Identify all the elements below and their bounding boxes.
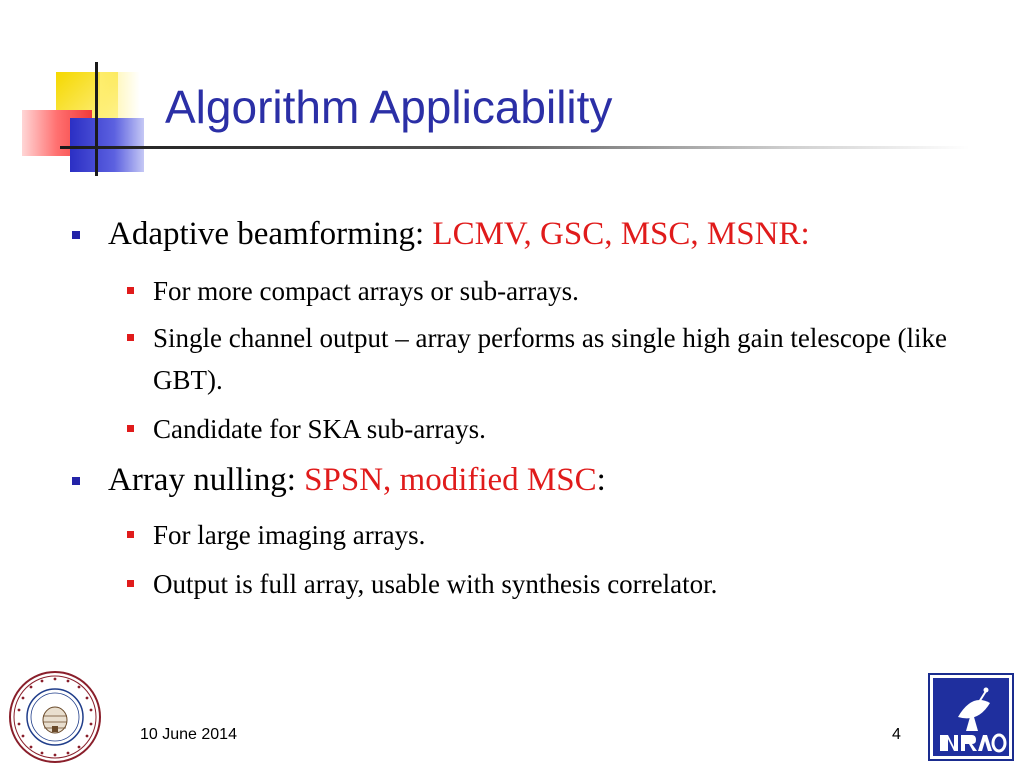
title-decoration-line: [95, 62, 98, 176]
bullet-adaptive-beamforming: [108, 216, 810, 253]
sub-bullet-text: Single channel output – array performs as single high gain telescope (like GBT).: [153, 323, 948, 395]
bullet-highlight: SPSN, modified MSC: [304, 462, 597, 498]
footer-date: 10 June 2014: [140, 726, 237, 743]
bullet-array-nulling: [108, 462, 606, 499]
bullet-trail: :: [596, 462, 606, 498]
bullet-square-icon: [72, 231, 80, 239]
nrao-logo: [928, 673, 1014, 761]
slide-title: Algorithm Applicability: [165, 81, 613, 133]
sub-bullet-text: Output is full array, usable with synthesis correlator.: [153, 569, 718, 599]
sub-bullet-text: Candidate for SKA sub-arrays.: [153, 414, 486, 444]
title-underline: [60, 146, 970, 149]
sub-bullet-square-icon: [127, 580, 134, 587]
bullet-lead: Adaptive beamforming:: [108, 216, 433, 252]
sub-bullet-text: For large imaging arrays.: [153, 520, 426, 550]
university-seal-logo: [8, 670, 102, 764]
bullet-square-icon: [72, 477, 80, 485]
sub-bullet-square-icon: [127, 531, 134, 538]
bullet-lead: Array nulling:: [108, 462, 305, 498]
sub-bullet: [153, 514, 973, 556]
sub-bullet: [153, 317, 973, 401]
sub-bullet: [153, 408, 973, 450]
page-number: 4: [892, 726, 901, 743]
sub-bullet-square-icon: [127, 287, 134, 294]
sub-bullet: [153, 563, 973, 605]
sub-bullet: [153, 270, 973, 312]
sub-bullet-text: For more compact arrays or sub-arrays.: [153, 276, 579, 306]
title-decoration-blue: [70, 118, 144, 172]
sub-bullet-square-icon: [127, 334, 134, 341]
bullet-highlight: LCMV, GSC, MSC, MSNR:: [432, 216, 810, 252]
sub-bullet-square-icon: [127, 425, 134, 432]
